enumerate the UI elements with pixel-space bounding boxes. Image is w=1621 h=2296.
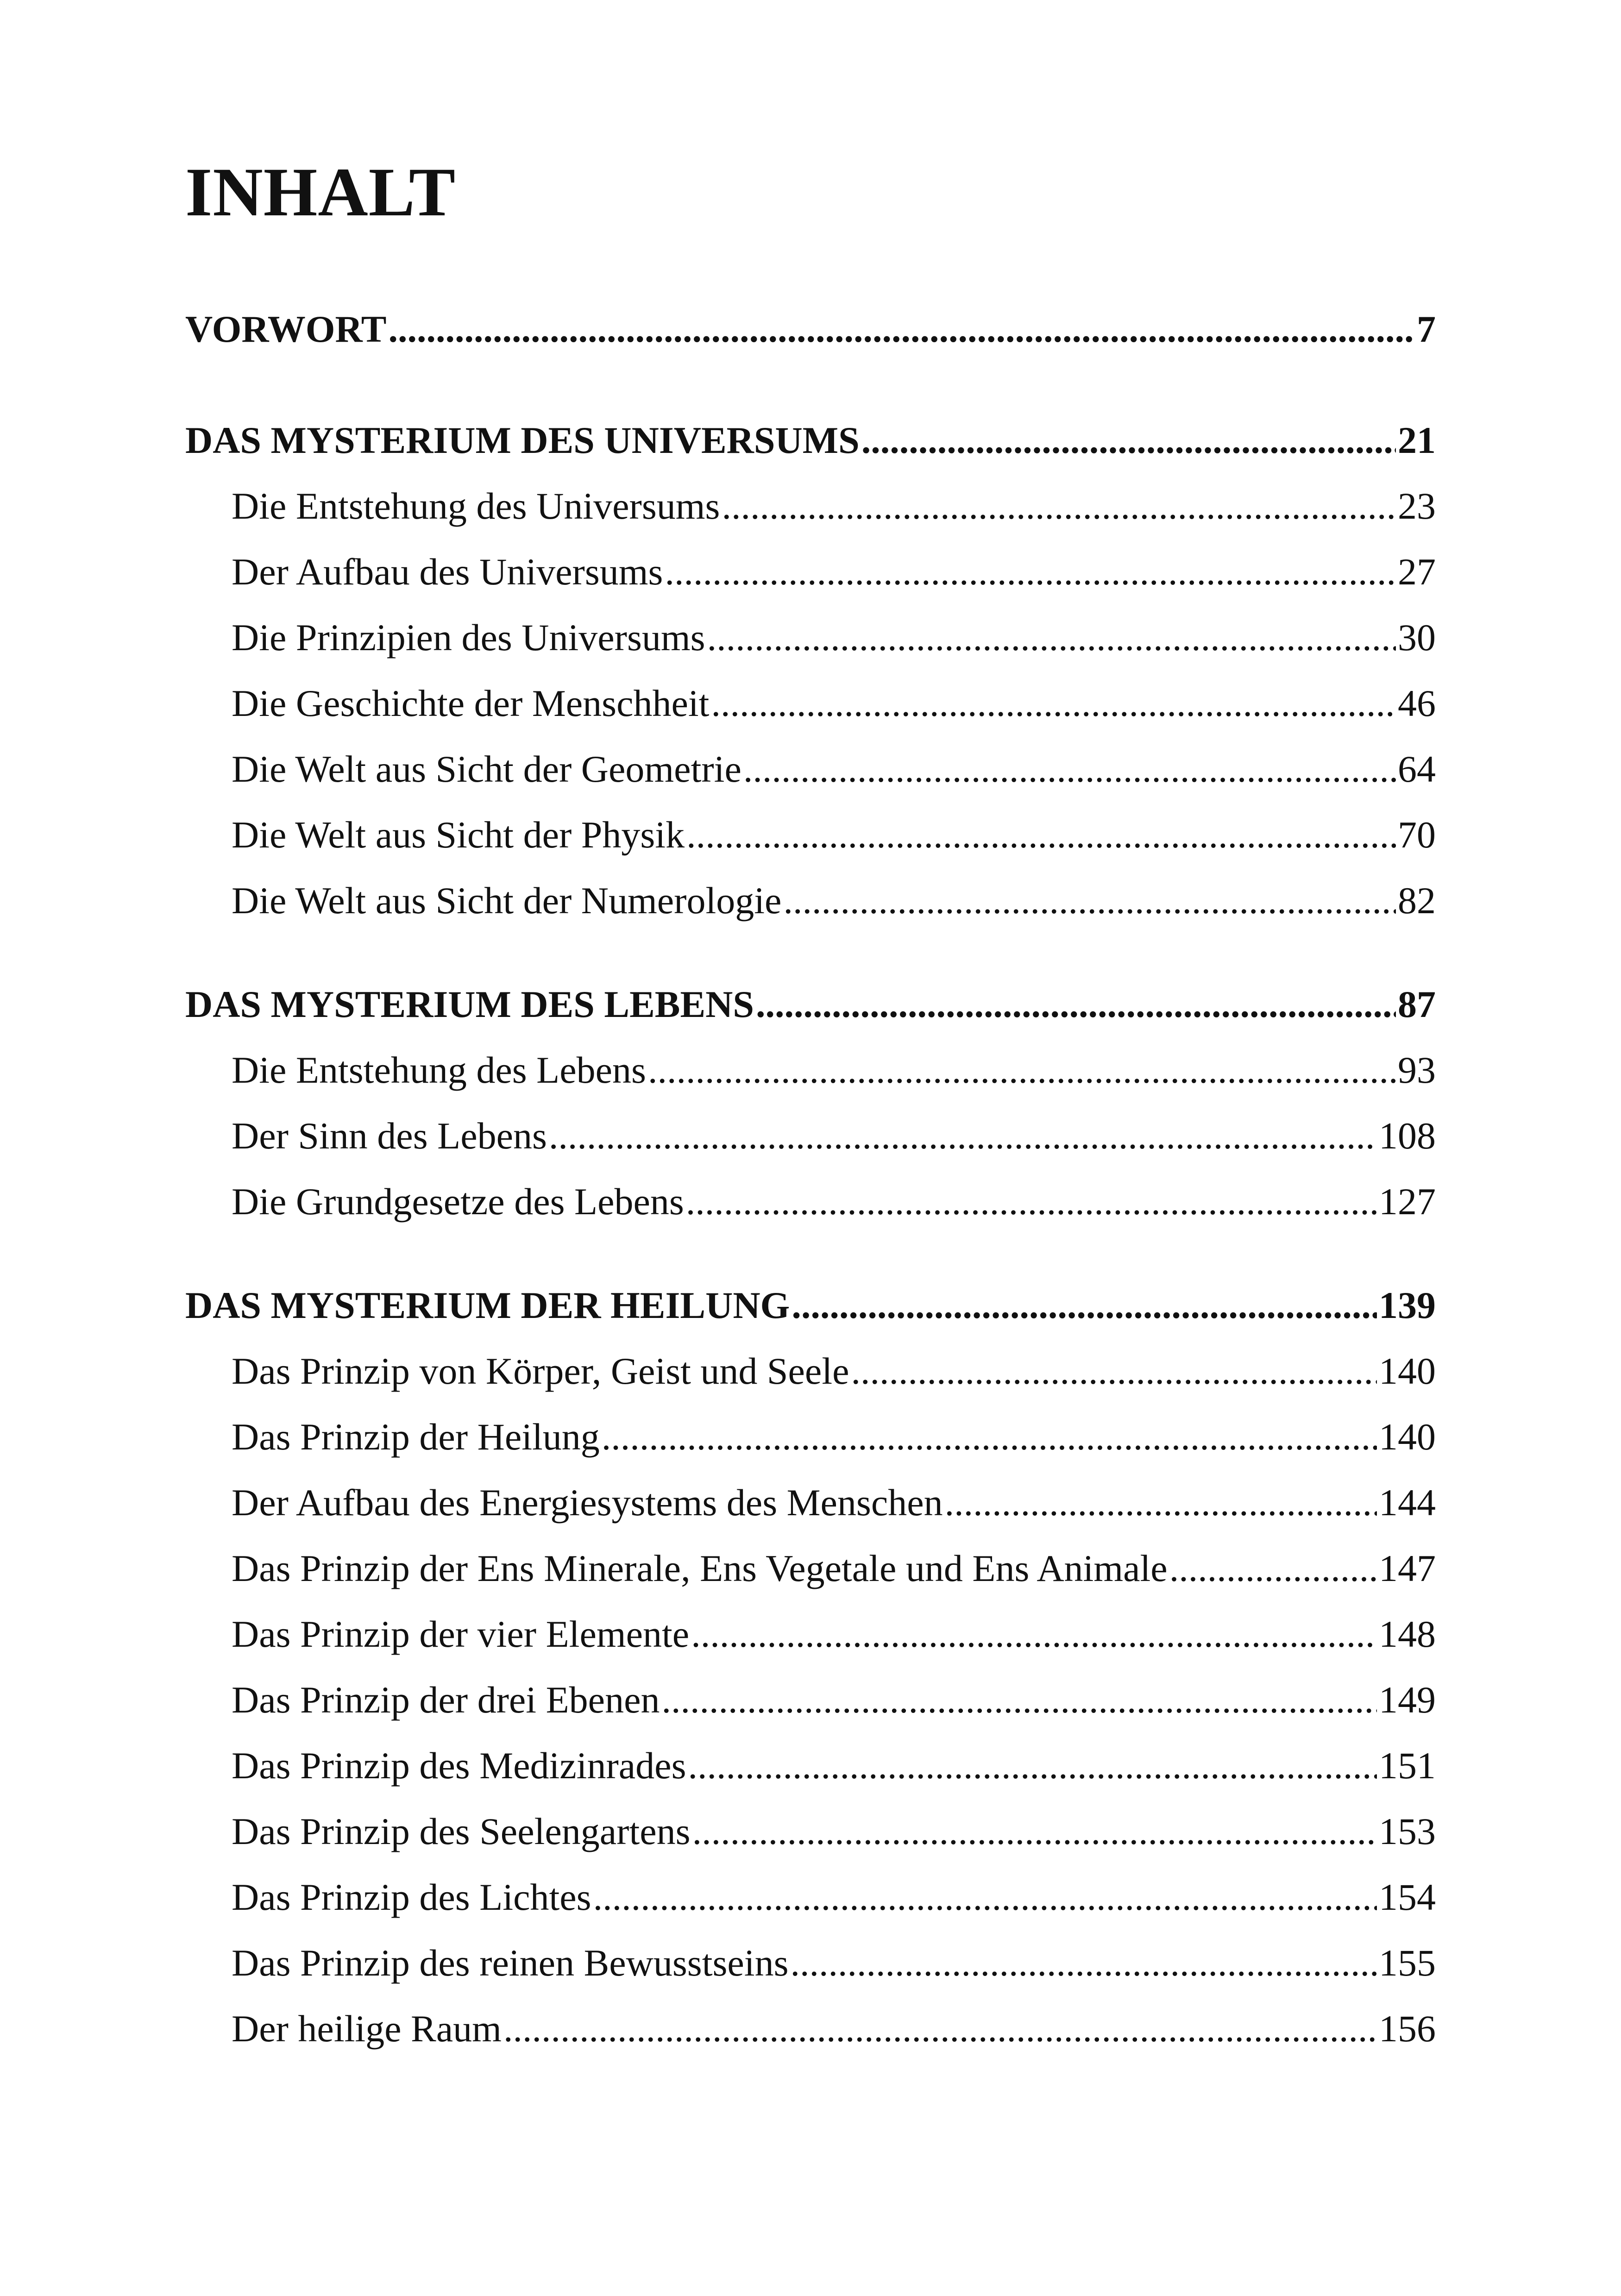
toc-entry-title: Der Aufbau des Energiesystems des Menschen [232,1481,943,1524]
toc-section[interactable] [185,1930,1436,1990]
toc-entry-title: Der heilige Raum [232,2007,502,2050]
toc-dot-leader [861,421,1396,468]
toc-section[interactable] [185,473,1436,533]
toc-dot-leader [743,750,1396,797]
toc-dot-leader [389,310,1415,357]
toc-section[interactable] [185,539,1436,599]
toc-page-number: 108 [1379,1115,1436,1157]
toc-page-number: 27 [1398,551,1436,593]
toc-entry-title: DAS MYSTERIUM DES LEBENS [185,983,754,1025]
toc-section[interactable] [185,671,1436,731]
toc-page-number: 7 [1417,308,1436,350]
toc-page-number: 93 [1398,1049,1436,1091]
toc-chapter-leben[interactable] [185,972,1436,1032]
toc-page-number: 147 [1379,1547,1436,1589]
toc-entry-title: DAS MYSTERIUM DES UNIVERSUMS [185,419,860,461]
toc-page-number: 82 [1398,879,1436,922]
toc-section[interactable] [185,1601,1436,1662]
toc-chapter-vorwort[interactable] [185,296,1436,357]
toc-dot-leader [661,1681,1377,1727]
toc-dot-leader [1169,1549,1377,1596]
toc-page-number: 140 [1379,1350,1436,1392]
toc-dot-leader [791,1944,1377,1990]
toc-section[interactable] [185,1799,1436,1859]
toc-entry-title: Die Prinzipien des Universums [232,616,705,659]
toc-page-number: 153 [1379,1810,1436,1852]
toc-entry-title: DAS MYSTERIUM DER HEILUNG [185,1284,790,1326]
toc-dot-leader [783,882,1396,928]
toc-dot-leader [756,985,1396,1032]
toc-page-number: 127 [1379,1180,1436,1223]
toc-dot-leader [707,619,1396,665]
toc-entry-title: Das Prinzip der Heilung [232,1416,600,1458]
toc-entry-title: Die Entstehung des Lebens [232,1049,646,1091]
toc-entry-title: Die Welt aus Sicht der Physik [232,814,685,856]
toc-entry-title: Die Geschichte der Menschheit [232,682,710,724]
toc-section[interactable] [185,1169,1436,1229]
toc-page-number: 21 [1398,419,1436,461]
toc-entry-title: Die Entstehung des Universums [232,485,720,527]
toc-section[interactable] [185,802,1436,862]
toc-section[interactable] [185,1404,1436,1464]
toc-entry-title: Das Prinzip der drei Ebenen [232,1679,660,1721]
toc-section[interactable] [185,1338,1436,1399]
toc-page-number: 140 [1379,1416,1436,1458]
toc-page-number: 156 [1379,2007,1436,2050]
toc-section[interactable] [185,1470,1436,1530]
toc-page-number: 30 [1398,616,1436,659]
toc-page-number: 46 [1398,682,1436,724]
toc-entry-title: Das Prinzip des Seelengartens [232,1810,691,1852]
toc-page-number: 139 [1379,1284,1436,1326]
toc-section[interactable] [185,1864,1436,1925]
toc-section[interactable] [185,1536,1436,1596]
toc-dot-leader [503,2010,1377,2056]
toc-section[interactable] [185,1733,1436,1793]
toc-page-number: 70 [1398,814,1436,856]
toc-dot-leader [593,1878,1377,1925]
toc-entry-title: VORWORT [185,308,387,350]
toc-entry-title: Das Prinzip der Ens Minerale, Ens Vegetale und Ens Animale [232,1547,1168,1589]
toc-dot-leader [945,1484,1377,1530]
page-title: INHALT [185,154,456,231]
toc-entry-title: Die Grundgesetze des Lebens [232,1180,684,1223]
toc-page-number: 64 [1398,748,1436,790]
toc-section[interactable] [185,1667,1436,1727]
toc-entry-title: Die Welt aus Sicht der Geometrie [232,748,741,790]
toc-page-number: 155 [1379,1942,1436,1984]
toc-dot-leader [722,487,1396,533]
toc-entry-title: Das Prinzip der vier Elemente [232,1613,690,1655]
toc-dot-leader [686,816,1396,862]
toc-entry-title: Der Aufbau des Universums [232,551,663,593]
toc-dot-leader [851,1352,1377,1399]
toc-chapter-universum[interactable] [185,408,1436,468]
toc-entry-title: Der Sinn des Lebens [232,1115,547,1157]
toc-dot-leader [549,1117,1377,1163]
toc-dot-leader [665,553,1396,599]
toc-page-number: 151 [1379,1744,1436,1787]
toc-dot-leader [688,1747,1377,1793]
toc-page-number: 144 [1379,1481,1436,1524]
toc-dot-leader [691,1615,1377,1662]
toc-dot-leader [792,1286,1377,1333]
toc-chapter-heilung[interactable] [185,1273,1436,1333]
toc-dot-leader [648,1051,1396,1098]
toc-entry-title: Das Prinzip des Lichtes [232,1876,591,1918]
toc-dot-leader [692,1813,1377,1859]
toc-dot-leader [711,684,1396,731]
toc-dot-leader [602,1418,1377,1464]
toc-section[interactable] [185,1996,1436,2056]
toc-entry-title: Das Prinzip des reinen Bewusstseins [232,1942,789,1984]
toc-section[interactable] [185,1037,1436,1098]
toc-page-number: 154 [1379,1876,1436,1918]
toc-dot-leader [686,1183,1377,1229]
toc-page-number: 23 [1398,485,1436,527]
toc-section[interactable] [185,1103,1436,1163]
toc-page-number: 149 [1379,1679,1436,1721]
toc-page-number: 87 [1398,983,1436,1025]
toc-entry-title: Das Prinzip von Körper, Geist und Seele [232,1350,849,1392]
toc-section[interactable] [185,868,1436,928]
toc-page-number: 148 [1379,1613,1436,1655]
toc-entry-title: Die Welt aus Sicht der Numerologie [232,879,782,922]
toc-section[interactable] [185,736,1436,797]
toc-entry-title: Das Prinzip des Medizinrades [232,1744,686,1787]
toc-section[interactable] [185,605,1436,665]
